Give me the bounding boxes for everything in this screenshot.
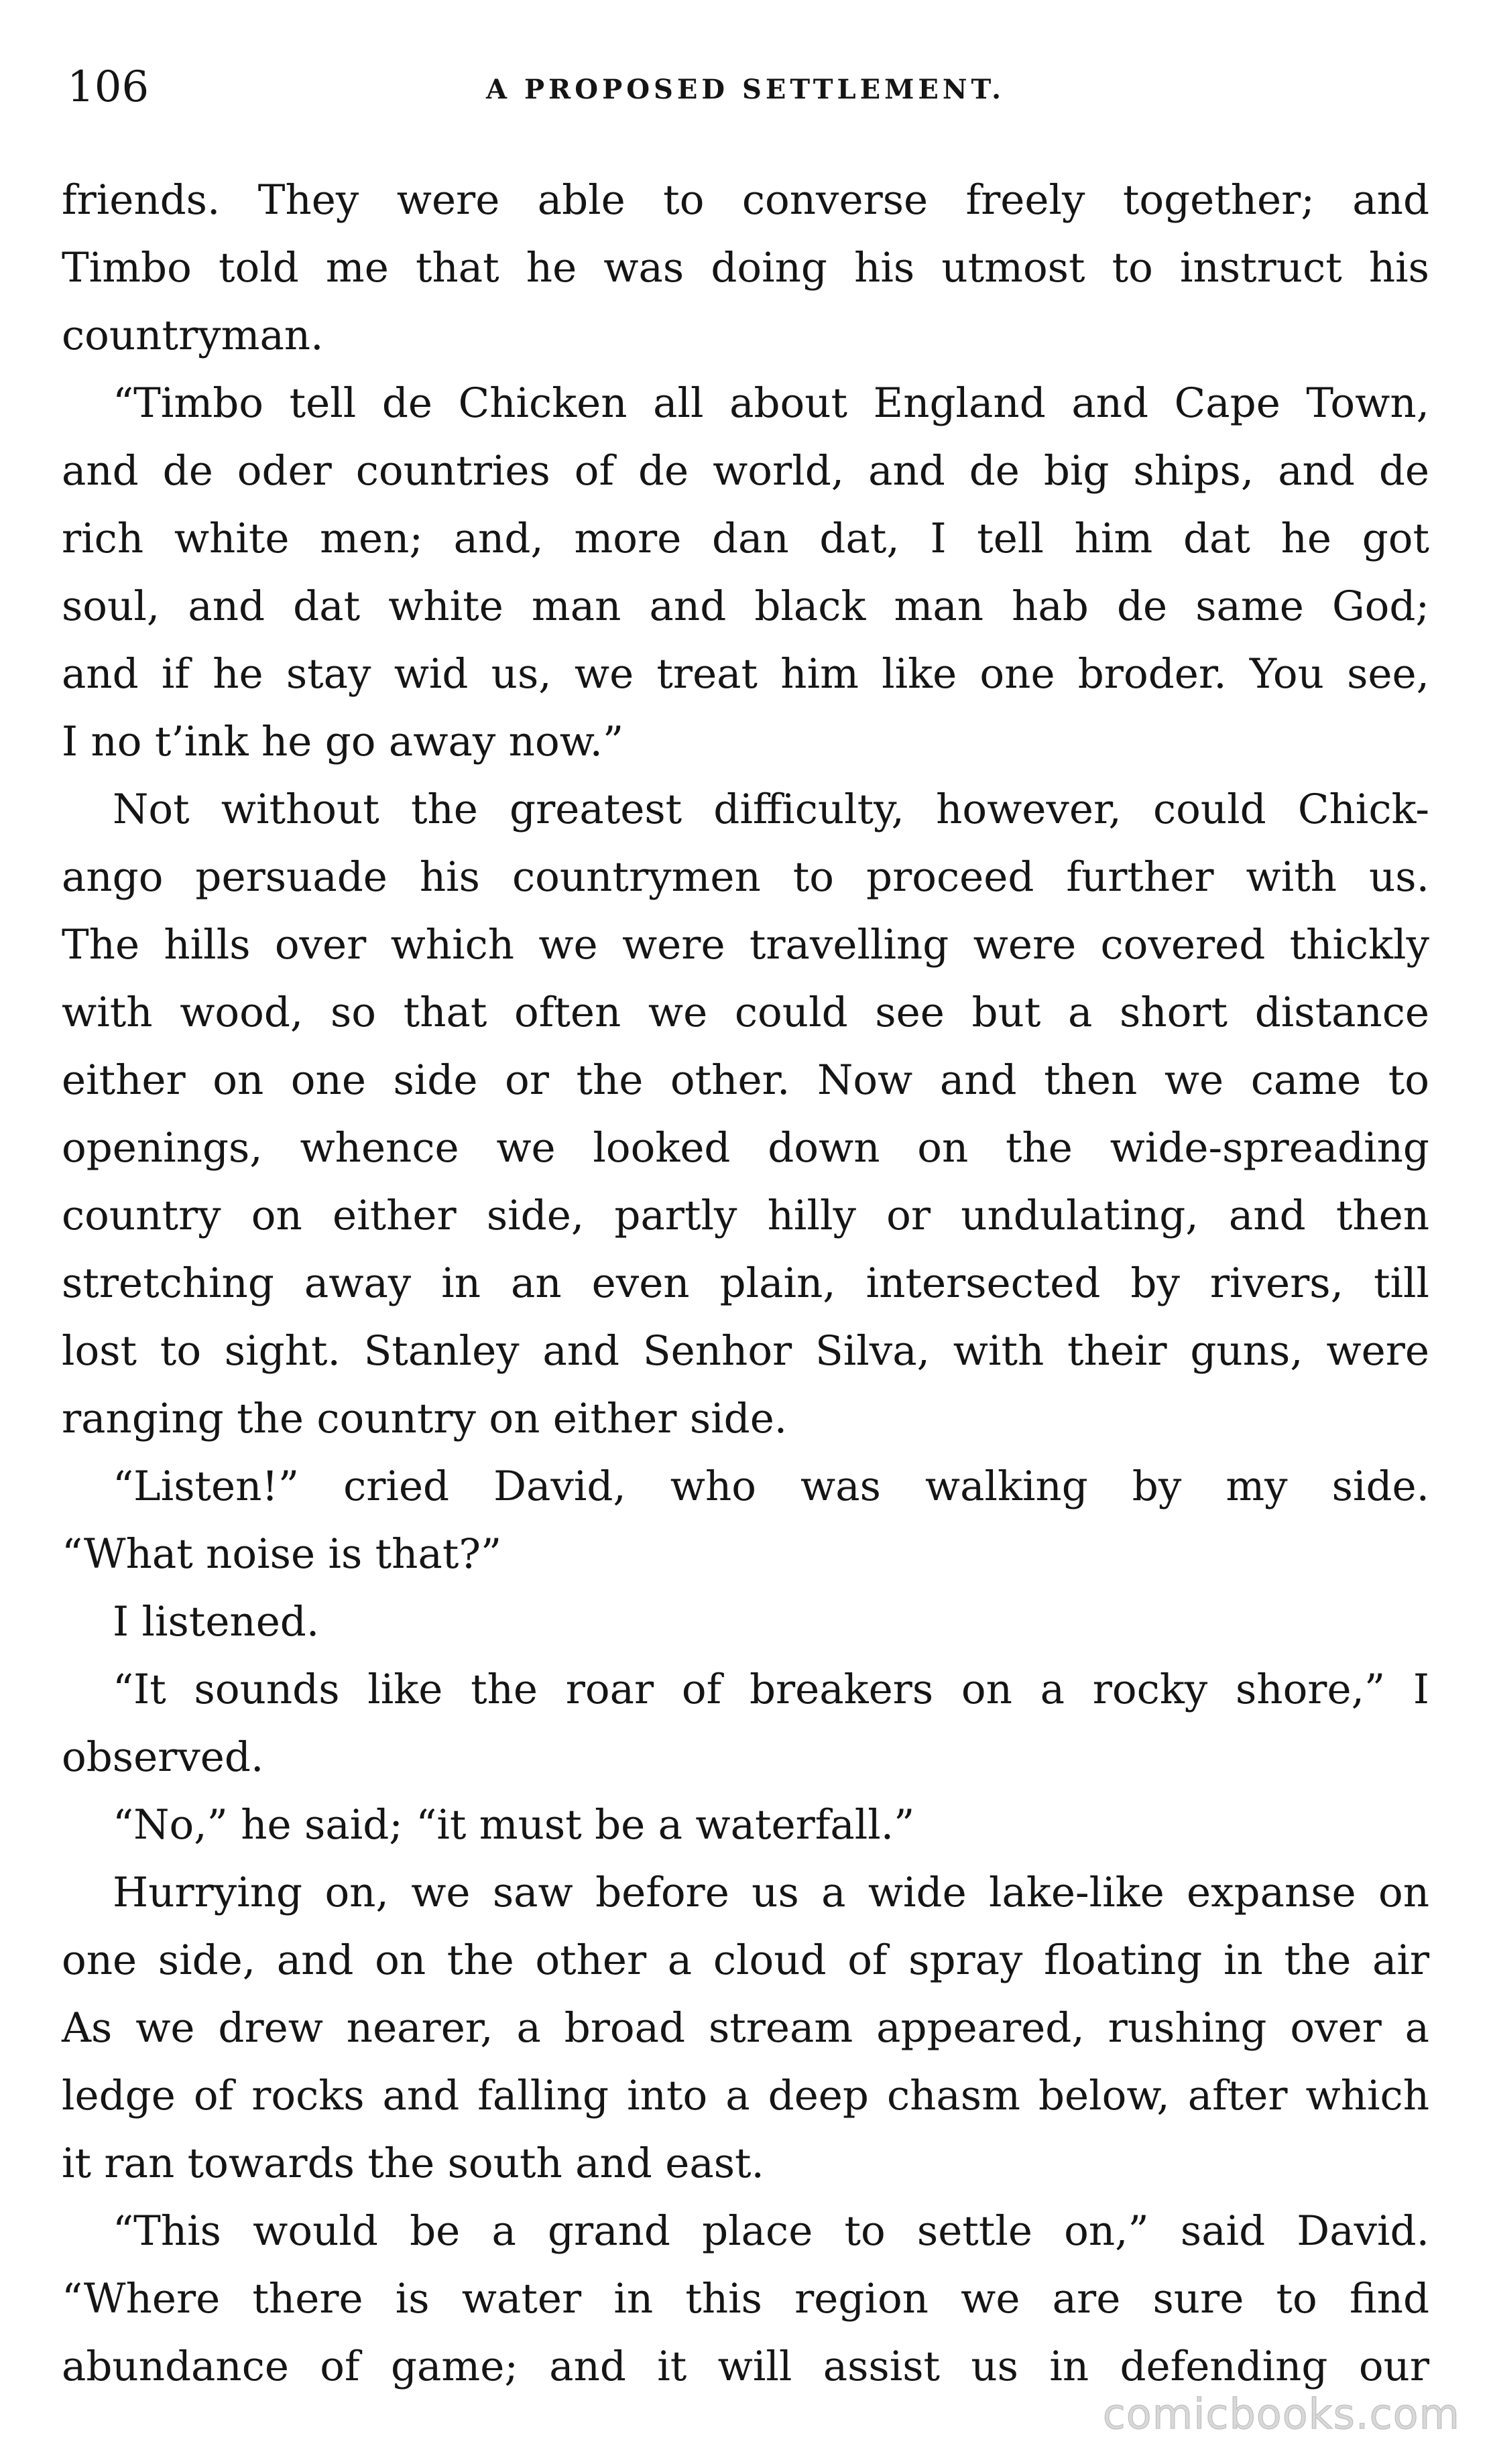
text-line: countryman. xyxy=(62,312,324,359)
text-line: “This would be a grand place to settle on,” said David. xyxy=(113,2207,1429,2255)
text-line: abundance of game; and it will assist us in defending our xyxy=(62,2343,1429,2390)
text-line: Timbo told me that he was doing his utmost to instruct his xyxy=(62,244,1429,292)
text-line: Hurrying on, we saw before us a wide lake-like expanse on xyxy=(113,1869,1429,1916)
text-line: “It sounds like the roar of breakers on a rocky shore,” I xyxy=(113,1666,1429,1713)
text-line: “No,” he said; “it must be a waterfall.” xyxy=(113,1801,915,1849)
text-line: either on one side or the other. Now and then we came to xyxy=(62,1056,1429,1104)
text-line: “Timbo tell de Chicken all about England and Cape Town, xyxy=(113,379,1429,427)
text-line: it ran towards the south and east. xyxy=(62,2140,764,2187)
text-line: one side, and on the other a cloud of spray floating in the air xyxy=(62,1936,1429,1984)
page-number: 106 xyxy=(67,62,150,112)
text-line: soul, and dat white man and black man hab de same God; xyxy=(62,582,1429,630)
text-line: openings, whence we looked down on the wide-spreading xyxy=(62,1124,1429,1172)
text-line: and if he stay wid us, we treat him like one broder. You see, xyxy=(62,650,1429,698)
text-line: Not without the greatest difficulty, however, could Chick- xyxy=(113,786,1429,833)
watermark: comicbooks.com xyxy=(1102,2390,1460,2439)
text-line: As we drew nearer, a broad stream appeared, rushing over a xyxy=(62,2004,1429,2052)
text-line: and de oder countries of de world, and de big ships, and de xyxy=(62,447,1429,495)
text-line: The hills over which we were travelling were covered thickly xyxy=(62,921,1429,969)
text-line: ledge of rocks and falling into a deep chasm below, after which xyxy=(62,2072,1429,2119)
text-line: ango persuade his countrymen to proceed further with us. xyxy=(62,853,1429,901)
text-line: stretching away in an even plain, intersected by rivers, till xyxy=(62,1259,1429,1307)
running-head: A PROPOSED SETTLEMENT. xyxy=(486,74,1005,105)
text-line: rich white men; and, more dan dat, I tell him dat he got xyxy=(62,515,1429,562)
text-line: with wood, so that often we could see but a short distance xyxy=(62,989,1429,1036)
text-line: I no t’ink he go away now.” xyxy=(62,718,624,765)
text-line: I listened. xyxy=(113,1598,320,1646)
text-line: friends. They were able to converse freely together; and xyxy=(62,176,1429,224)
text-line: “Listen!” cried David, who was walking by my side. xyxy=(113,1463,1429,1510)
text-line: country on either side, partly hilly or undulating, and then xyxy=(62,1192,1429,1239)
text-line: ranging the country on either side. xyxy=(62,1395,788,1442)
text-line: “Where there is water in this region we are sure to find xyxy=(62,2275,1429,2323)
body-text xyxy=(62,166,1429,2400)
text-line: observed. xyxy=(62,1733,264,1781)
text-line: “What noise is that?” xyxy=(62,1530,502,1578)
text-line: lost to sight. Stanley and Senhor Silva, with their guns, were xyxy=(62,1327,1429,1375)
page-header xyxy=(67,60,1424,114)
